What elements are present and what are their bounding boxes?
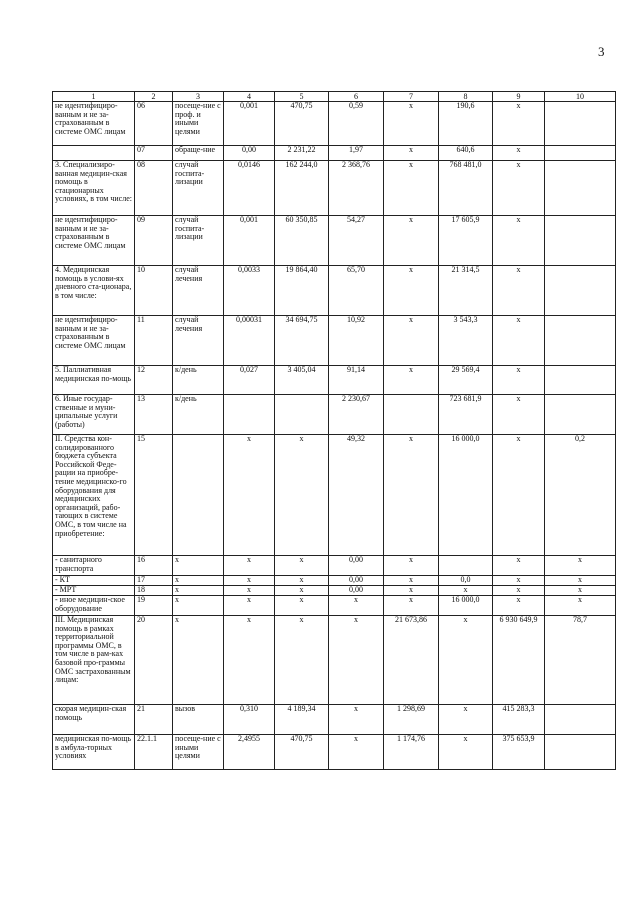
table-cell [224, 395, 275, 435]
table-cell: 0,001 [224, 216, 275, 266]
table-cell: 20 [135, 616, 173, 705]
table-cell: 2 368,76 [329, 161, 384, 216]
table-cell: х [493, 102, 545, 146]
table-cell: 2 231,22 [275, 146, 329, 161]
table-cell [545, 146, 616, 161]
table-cell: х [384, 366, 439, 395]
table-cell: х [439, 735, 493, 770]
table-cell: 17 [135, 576, 173, 586]
table-cell: х [384, 216, 439, 266]
table-cell: 6. Иные государ-ственные и муни-ципальные услуги (работы) [53, 395, 135, 435]
table-cell: х [493, 596, 545, 616]
table-cell: 34 694,75 [275, 316, 329, 366]
table-cell: 640,6 [439, 146, 493, 161]
column-number: 2 [135, 92, 173, 102]
page-number: 3 [598, 44, 605, 59]
table-cell: х [173, 576, 224, 586]
table-cell: 190,6 [439, 102, 493, 146]
table-cell: 21 673,86 [384, 616, 439, 705]
table-cell: 0,00 [224, 146, 275, 161]
column-number: 5 [275, 92, 329, 102]
table-cell: 0,001 [224, 102, 275, 146]
table-cell: 0,00 [329, 586, 384, 596]
table-row [53, 586, 616, 596]
table-cell [545, 316, 616, 366]
table-cell: 12 [135, 366, 173, 395]
column-number: 3 [173, 92, 224, 102]
table-cell: х [384, 102, 439, 146]
table-cell: посеще-ние с иными целями [173, 735, 224, 770]
table-row [53, 596, 616, 616]
table-cell: х [384, 435, 439, 556]
table-cell: х [329, 705, 384, 735]
table-cell: х [275, 556, 329, 576]
table-cell: не идентифициро-ванным и не за-страхованным в системе ОМС лицам [53, 316, 135, 366]
table-cell: не идентифициро-ванным и не за-страхованным в системе ОМС лицам [53, 216, 135, 266]
table-cell: х [493, 216, 545, 266]
table-cell [545, 366, 616, 395]
table-cell: х [275, 596, 329, 616]
table-cell: х [173, 596, 224, 616]
table-cell: 5. Паллиативная медицинская по-мощь [53, 366, 135, 395]
table-row [53, 395, 616, 435]
table-cell: 0,0033 [224, 266, 275, 316]
table-cell: 16 000,0 [439, 596, 493, 616]
table-cell: 11 [135, 316, 173, 366]
table-cell: 415 283,3 [493, 705, 545, 735]
table-cell: 29 569,4 [439, 366, 493, 395]
column-number: 1 [53, 92, 135, 102]
table-row [53, 216, 616, 266]
table-cell: х [384, 146, 439, 161]
table-cell [384, 395, 439, 435]
table-cell: х [545, 596, 616, 616]
table-cell [545, 705, 616, 735]
table-cell: 1,97 [329, 146, 384, 161]
table-row [53, 266, 616, 316]
table-cell: 3 405,04 [275, 366, 329, 395]
table-cell: 91,14 [329, 366, 384, 395]
table-cell: 1 298,69 [384, 705, 439, 735]
table-cell: 375 653,9 [493, 735, 545, 770]
table-cell: 723 681,9 [439, 395, 493, 435]
table-cell: 21 314,5 [439, 266, 493, 316]
column-number: 6 [329, 92, 384, 102]
table-cell [53, 146, 135, 161]
table-row [53, 161, 616, 216]
table-cell [439, 556, 493, 576]
column-number: 9 [493, 92, 545, 102]
table-cell: х [493, 395, 545, 435]
table-cell: х [545, 576, 616, 586]
table-cell: 0,0 [439, 576, 493, 586]
table-cell: - иное медицин-ское оборудование [53, 596, 135, 616]
table-cell: вызов [173, 705, 224, 735]
table-cell [545, 735, 616, 770]
table-cell: 15 [135, 435, 173, 556]
table-cell: 470,75 [275, 102, 329, 146]
table-cell: случай лечения [173, 266, 224, 316]
table-cell [275, 395, 329, 435]
table-cell [545, 216, 616, 266]
table-cell: к/день [173, 366, 224, 395]
table-cell: 54,27 [329, 216, 384, 266]
table-cell: х [384, 266, 439, 316]
column-number: 7 [384, 92, 439, 102]
table-cell: х [545, 556, 616, 576]
table-cell: 19 [135, 596, 173, 616]
table-cell: случай госпита-лизации [173, 216, 224, 266]
table-row [53, 102, 616, 146]
table-cell: - КТ [53, 576, 135, 586]
table-header-row [53, 92, 616, 102]
table-cell: III. Медицинская помощь в рамках территориальной программы ОМС, в том числе в рам-ках базовой про-граммы ОМС застрахованным лицам: [53, 616, 135, 705]
table-cell: х [224, 596, 275, 616]
table-cell: х [384, 596, 439, 616]
table-cell: 0,027 [224, 366, 275, 395]
table-cell: 4. Медицинская помощь в услови-ях дневного ста-ционара, в том числе: [53, 266, 135, 316]
table-cell: обраще-ние [173, 146, 224, 161]
table-cell: х [275, 435, 329, 556]
table-cell: х [439, 616, 493, 705]
table-cell: 10,92 [329, 316, 384, 366]
table-cell [545, 395, 616, 435]
table-cell: 13 [135, 395, 173, 435]
table-row [53, 616, 616, 705]
financing-table [52, 91, 616, 770]
table-cell: 09 [135, 216, 173, 266]
table-cell: 60 350,85 [275, 216, 329, 266]
table-cell: - МРТ [53, 586, 135, 596]
table-cell: 06 [135, 102, 173, 146]
table-cell: посеще-ние с проф. и иными целями [173, 102, 224, 146]
table-cell [545, 102, 616, 146]
table-cell: 0,59 [329, 102, 384, 146]
table-cell: 1 174,76 [384, 735, 439, 770]
table-cell: х [493, 586, 545, 596]
table-cell: 19 864,40 [275, 266, 329, 316]
table-cell: 65,70 [329, 266, 384, 316]
table-row [53, 316, 616, 366]
table-cell: 0,310 [224, 705, 275, 735]
table-cell: 16 [135, 556, 173, 576]
table-cell: 08 [135, 161, 173, 216]
table-cell: х [173, 616, 224, 705]
table-cell: х [173, 586, 224, 596]
table-cell: 21 [135, 705, 173, 735]
table-row [53, 146, 616, 161]
table-cell: 10 [135, 266, 173, 316]
table-cell: скорая медицин-ская помощь [53, 705, 135, 735]
table-cell: 49,32 [329, 435, 384, 556]
table-cell: 470,75 [275, 735, 329, 770]
table-cell: 17 605,9 [439, 216, 493, 266]
table-row [53, 705, 616, 735]
table-cell: 3 543,3 [439, 316, 493, 366]
table-cell: х [493, 556, 545, 576]
table-cell: случай лечения [173, 316, 224, 366]
table-cell: 07 [135, 146, 173, 161]
table-cell: случай госпита-лизации [173, 161, 224, 216]
table-cell: х [224, 435, 275, 556]
table-row [53, 366, 616, 395]
table-cell: 0,00 [329, 576, 384, 586]
table-cell: 3. Специализиро-ванная медицин-ская помощь в стационарных условиях, в том числе: [53, 161, 135, 216]
table-row [53, 735, 616, 770]
table-cell: х [384, 556, 439, 576]
table-cell: 0,0146 [224, 161, 275, 216]
table-cell: 0,2 [545, 435, 616, 556]
table-cell: 0,00031 [224, 316, 275, 366]
table-cell: медицинская по-мощь в амбула-торных условиях [53, 735, 135, 770]
table-cell: х [173, 556, 224, 576]
table-cell: х [493, 146, 545, 161]
table-cell: 6 930 649,9 [493, 616, 545, 705]
table-cell: х [493, 316, 545, 366]
table-cell [545, 161, 616, 216]
table-cell: 18 [135, 586, 173, 596]
table-cell: х [384, 576, 439, 586]
table-row [53, 576, 616, 586]
table-cell: х [275, 616, 329, 705]
table-cell: 2 230,67 [329, 395, 384, 435]
table-row [53, 435, 616, 556]
table-cell [173, 435, 224, 556]
column-number: 8 [439, 92, 493, 102]
table-cell: х [439, 586, 493, 596]
table-cell [545, 266, 616, 316]
table-cell: х [545, 586, 616, 596]
table-cell: 768 481,0 [439, 161, 493, 216]
table-cell: х [384, 586, 439, 596]
table-cell: х [224, 556, 275, 576]
table-cell: х [384, 161, 439, 216]
table-cell: к/день [173, 395, 224, 435]
table-cell: II. Средства кон-солидированного бюджета субъекта Российской Феде-рации на приобре-тение медицинско-го оборудования для медицинских организаций, рабо-тающих в системе ОМС, в том числе на приобретение: [53, 435, 135, 556]
column-number: 10 [545, 92, 616, 102]
table-cell: 0,00 [329, 556, 384, 576]
table-cell: х [493, 266, 545, 316]
table-cell: х [384, 316, 439, 366]
table-cell: - санитарного транспорта [53, 556, 135, 576]
table-row [53, 556, 616, 576]
table-cell: х [329, 616, 384, 705]
table-cell: х [493, 435, 545, 556]
table-cell: 162 244,0 [275, 161, 329, 216]
table-cell: х [493, 576, 545, 586]
table-cell: х [493, 161, 545, 216]
table-cell: 22.1.1 [135, 735, 173, 770]
table-cell: х [224, 616, 275, 705]
table-cell: х [275, 586, 329, 596]
table-cell: х [493, 366, 545, 395]
table-cell: х [439, 705, 493, 735]
table-cell: 2,4955 [224, 735, 275, 770]
table-cell: х [275, 576, 329, 586]
table-cell: х [224, 586, 275, 596]
table-cell: не идентифициро-ванным и не за-страхованным в системе ОМС лицам [53, 102, 135, 146]
table-cell: 78,7 [545, 616, 616, 705]
table-cell: 4 189,34 [275, 705, 329, 735]
table-cell: х [329, 596, 384, 616]
column-number: 4 [224, 92, 275, 102]
table-cell: х [224, 576, 275, 586]
table-cell: 16 000,0 [439, 435, 493, 556]
table-cell: х [329, 735, 384, 770]
